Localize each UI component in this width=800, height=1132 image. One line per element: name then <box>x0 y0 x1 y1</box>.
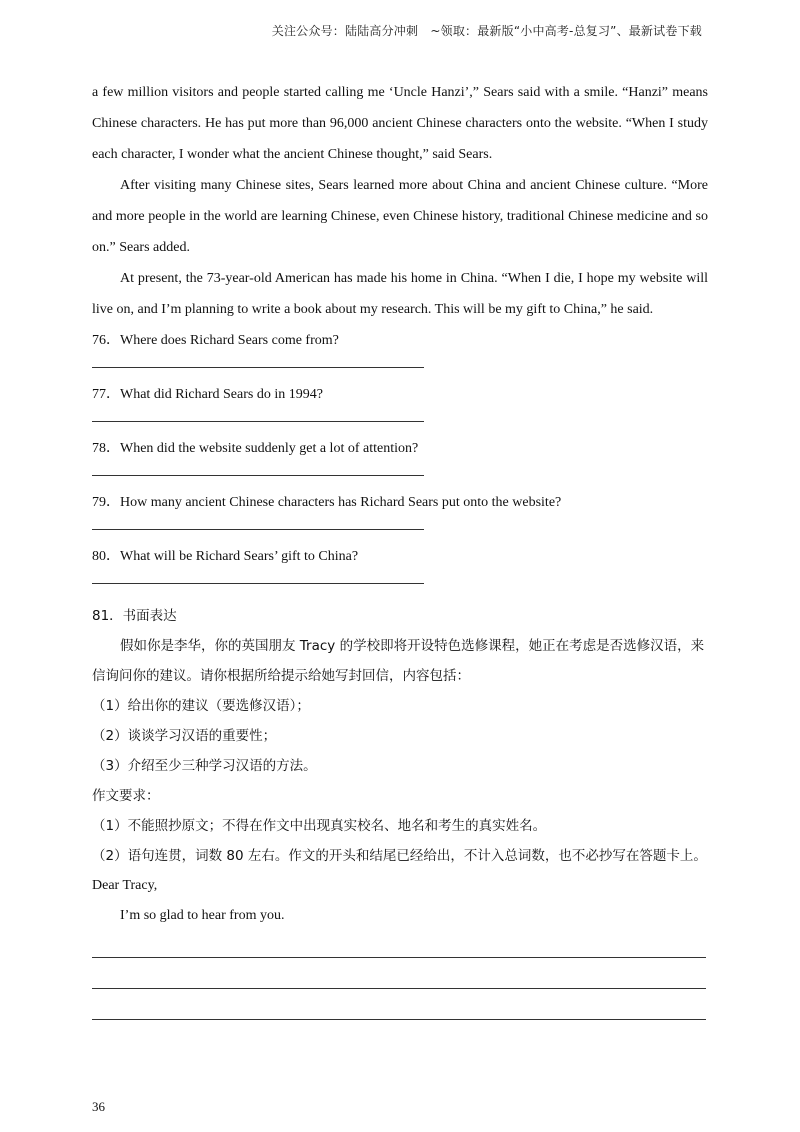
question-76 <box>92 331 708 368</box>
writing-line-2[interactable] <box>92 988 706 989</box>
page-header: 关注公众号：陆陆高分冲刺 ~领取：最新版“小中高考-总复习”、最新试卷下载 <box>271 24 702 38</box>
writing-point-2: （2）谈谈学习汉语的重要性； <box>92 728 277 744</box>
question-77 <box>92 385 708 422</box>
requirements-title: 作文要求： <box>92 788 160 804</box>
answer-line[interactable] <box>92 367 424 368</box>
question-78 <box>92 439 708 476</box>
writing-intro: 假如你是李华，你的英国朋友 Tracy 的学校即将开设特色选修课程，她正在考虑是否选修汉语，来信询问你的建议。请你根据所给提示给她写封回信，内容包括： <box>92 638 705 684</box>
passage-paragraph-1: a few million visitors and people started calling me ‘Uncle Hanzi’,” Sears said with a smile. “Hanzi” means Chinese characters. He has put more than 96,000 ancient Chinese characters onto the website. “When I study each character, I wonder what the ancient Chinese thought,” said Sears. <box>92 85 708 162</box>
answer-line[interactable] <box>92 475 424 476</box>
requirement-1: （1）不能照抄原文；不得在作文中出现真实校名、地名和考生的真实姓名。 <box>92 818 547 834</box>
passage-paragraph-2: After visiting many Chinese sites, Sears learned more about China and ancient Chinese culture. “More and more people in the world are learning Chinese, even Chinese history, traditional Chinese medicine and so on.” Sears added. <box>92 178 708 255</box>
question-text: 79．How many ancient Chinese characters has Richard Sears put onto the website? <box>92 495 562 510</box>
answer-line[interactable] <box>92 529 424 530</box>
letter-opening: I’m so glad to hear from you. <box>120 908 285 923</box>
passage-paragraph-3: At present, the 73-year-old American has made his home in China. “When I die, I hope my website will live on, and I’m planning to write a book about my research. This will be my gift to China,” he said. <box>92 271 708 317</box>
question-text: 76．Where does Richard Sears come from? <box>92 333 339 348</box>
writing-line-3[interactable] <box>92 1019 706 1020</box>
letter-greeting: Dear Tracy, <box>92 878 158 893</box>
question-text: 78．When did the website suddenly get a lot of attention? <box>92 441 419 456</box>
writing-title: 81．书面表达 <box>92 608 177 624</box>
writing-point-1: （1）给出你的建议（要选修汉语）； <box>92 698 310 714</box>
writing-section <box>92 601 708 1020</box>
answer-line[interactable] <box>92 421 424 422</box>
writing-point-3: （3）介绍至少三种学习汉语的方法。 <box>92 758 317 774</box>
page-number: 36 <box>92 1099 105 1114</box>
question-text: 80．What will be Richard Sears’ gift to China? <box>92 549 359 564</box>
page-content <box>92 77 708 1020</box>
answer-line[interactable] <box>92 583 424 584</box>
question-text: 77．What did Richard Sears do in 1994? <box>92 387 323 402</box>
question-79 <box>92 493 708 530</box>
requirement-2: （2）语句连贯，词数 80 左右。作文的开头和结尾已经给出，不计入总词数，也不必抄写在答题卡上。 <box>92 848 707 864</box>
writing-line-1[interactable] <box>92 957 706 958</box>
question-80 <box>92 547 708 584</box>
